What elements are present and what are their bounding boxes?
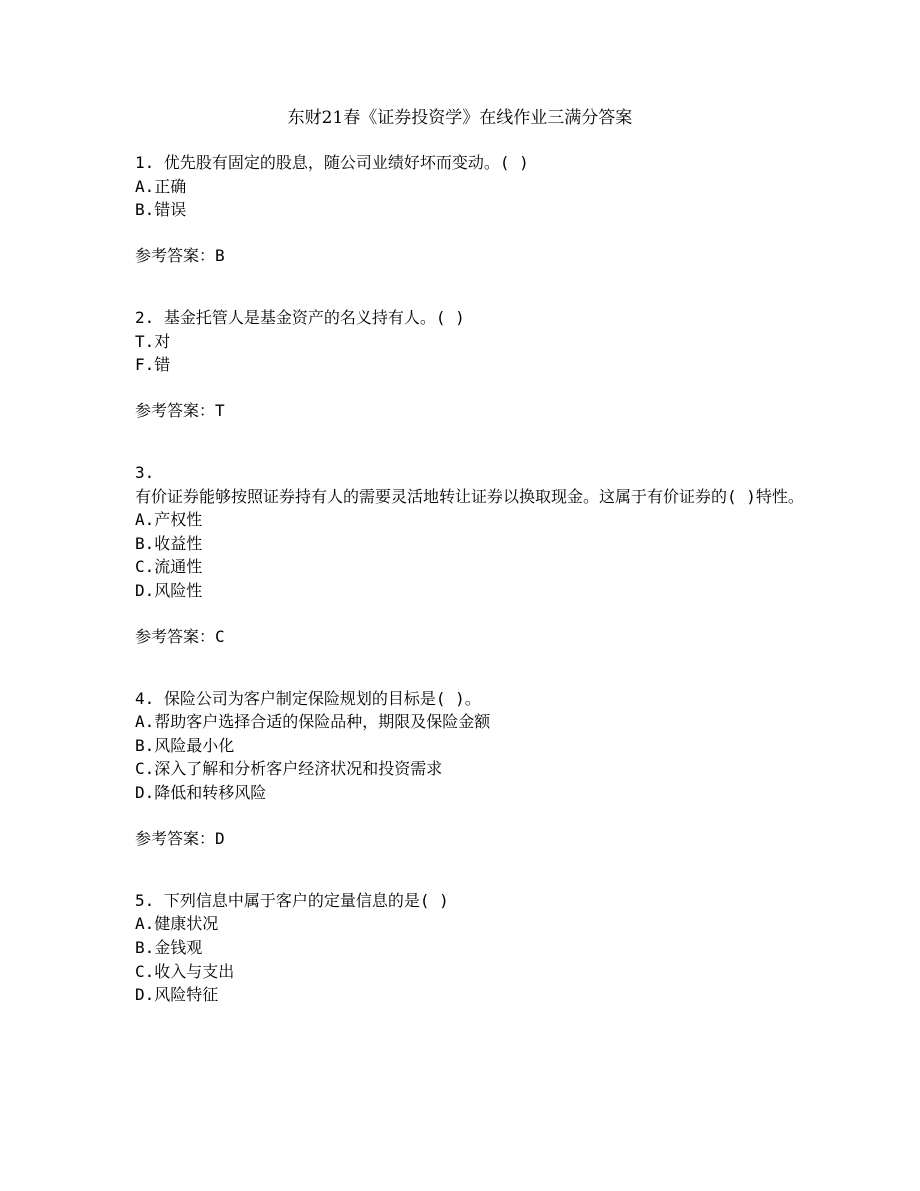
reference-answer: 参考答案：T — [135, 401, 225, 421]
reference-answer: 参考答案：B — [135, 246, 225, 266]
question-text: 4. 保险公司为客户制定保险规划的目标是( )。 — [135, 688, 481, 708]
question-3 — [135, 461, 815, 649]
option-t: T.对 — [135, 331, 171, 351]
option-c: C.流通性 — [135, 557, 203, 577]
question-4 — [135, 687, 815, 851]
reference-answer: 参考答案：D — [135, 829, 225, 849]
question-text: 1. 优先股有固定的股息，随公司业绩好坏而变动。( ) — [135, 153, 529, 172]
option-c: C.收入与支出 — [135, 961, 235, 981]
option-a: A.健康状况 — [135, 914, 219, 934]
question-number: 3. — [135, 462, 155, 482]
reference-answer: 参考答案：C — [135, 627, 225, 647]
option-b: B.收益性 — [135, 533, 203, 553]
option-b: B.错误 — [135, 200, 187, 220]
option-b: B.风险最小化 — [135, 735, 235, 755]
option-a: A.帮助客户选择合适的保险品种，期限及保险金额 — [135, 712, 491, 732]
question-5 — [135, 889, 815, 1007]
question-2 — [135, 306, 815, 423]
question-text: 2. 基金托管人是基金资产的名义持有人。( ) — [135, 307, 465, 327]
document-title: 东财21春《证券投资学》在线作业三满分答案 — [287, 108, 633, 128]
option-c: C.深入了解和分析客户经济状况和投资需求 — [135, 759, 443, 779]
option-f: F.错 — [135, 355, 171, 375]
question-list — [135, 151, 815, 1007]
option-d: D.风险特征 — [135, 985, 219, 1005]
option-d: D.风险性 — [135, 580, 203, 600]
option-a: A.正确 — [135, 176, 187, 196]
option-b: B.金钱观 — [135, 938, 203, 958]
option-a: A.产权性 — [135, 510, 203, 530]
question-1 — [135, 151, 815, 268]
option-d: D.降低和转移风险 — [135, 783, 267, 803]
question-text: 5. 下列信息中属于客户的定量信息的是( ) — [135, 890, 449, 910]
question-text: 有价证券能够按照证券持有人的需要灵活地转让证券以换取现金。这属于有价证券的( )特性。 — [135, 486, 804, 506]
